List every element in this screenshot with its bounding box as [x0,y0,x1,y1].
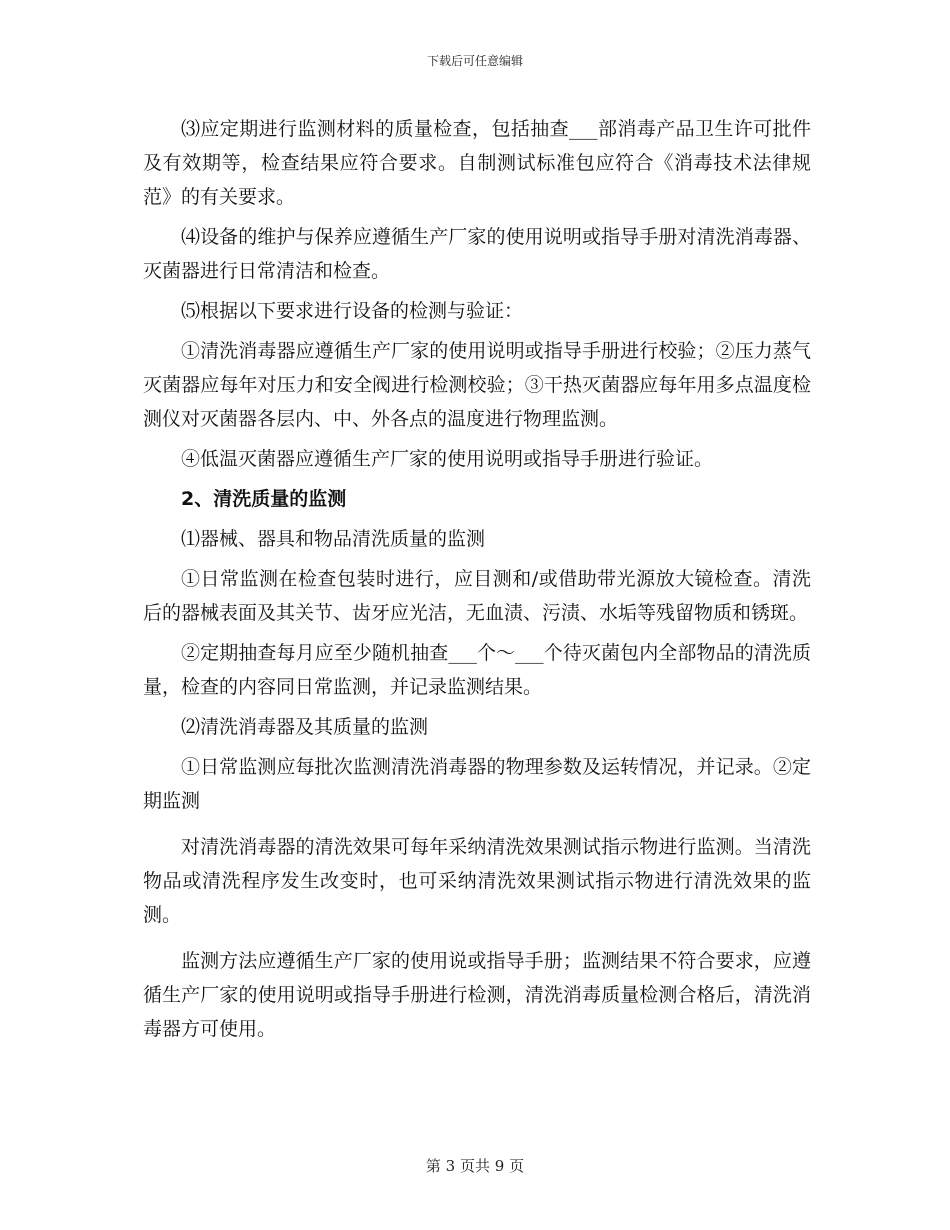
document-body [143,112,811,1052]
paragraph-daily-monitoring: ①日常监测在检查包装时进行，应目测和/或借助带光源放大镜检查。清洗后的器械表面及其关节、齿牙应光洁，无血渍、污渍、水垢等残留物质和锈斑。 [143,568,811,624]
paragraph-monitoring-method: 监测方法应遵循生产厂家的使用说或指导手册；监测结果不符合要求，应遵循生产厂家的使用说明或指导手册进行检测，清洗消毒质量检测合格后，清洗消毒器方可使用。 [143,950,811,1040]
paragraph-instrument-cleaning-monitoring: ⑴器械、器具和物品清洗质量的监测 [181,528,486,550]
paragraph-periodic-sampling: ②定期抽查每月应至少随机抽查___个～___个待灭菌包内全部物品的清洗质量，检查的内容同日常监测，并记录监测结果。 [143,642,811,698]
paragraph-equipment-calibration: ①清洗消毒器应遵循生产厂家的使用说明或指导手册进行校验；②压力蒸气灭菌器应每年对压力和安全阀进行检测校验；③干热灭菌器应每年用多点温度检测仪对灭菌器各层内、中、外各点的温度进行物理监测。 [143,340,811,430]
paragraph-low-temp-sterilizer: ④低温灭菌器应遵循生产厂家的使用说明或指导手册进行验证。 [181,448,714,470]
paragraph-equipment-maintenance: ⑷设备的维护与保养应遵循生产厂家的使用说明或指导手册对清洗消毒器、灭菌器进行日常清洁和检查。 [143,226,811,282]
paragraph-washer-daily-monitoring: ①日常监测应每批次监测清洗消毒器的物理参数及运转情况，并记录。②定期监测 [143,756,811,812]
paragraph-washer-disinfector-monitoring: ⑵清洗消毒器及其质量的监测 [181,716,429,738]
paragraph-cleaning-effect-test: 对清洗消毒器的清洗效果可每年采纳清洗效果测试指示物进行监测。当清洗物品或清洗程序发生改变时，也可采纳清洗效果测试指示物进行清洗效果的监测。 [143,836,811,926]
paragraph-monitoring-materials: ⑶应定期进行监测材料的质量检查，包括抽查___部消毒产品卫生许可批件及有效期等，检查结果应符合要求。自制测试标准包应符合《消毒技术法律规范》的有关要求。 [143,118,811,208]
page-header: 下载后可任意编辑 [426,54,523,68]
paragraph-testing-requirements: ⑸根据以下要求进行设备的检测与验证： [181,300,524,322]
page-footer: 第 3 页共 9 页 [425,1157,525,1175]
section-heading-cleaning-quality: 2、清洗质量的监测 [181,488,347,510]
